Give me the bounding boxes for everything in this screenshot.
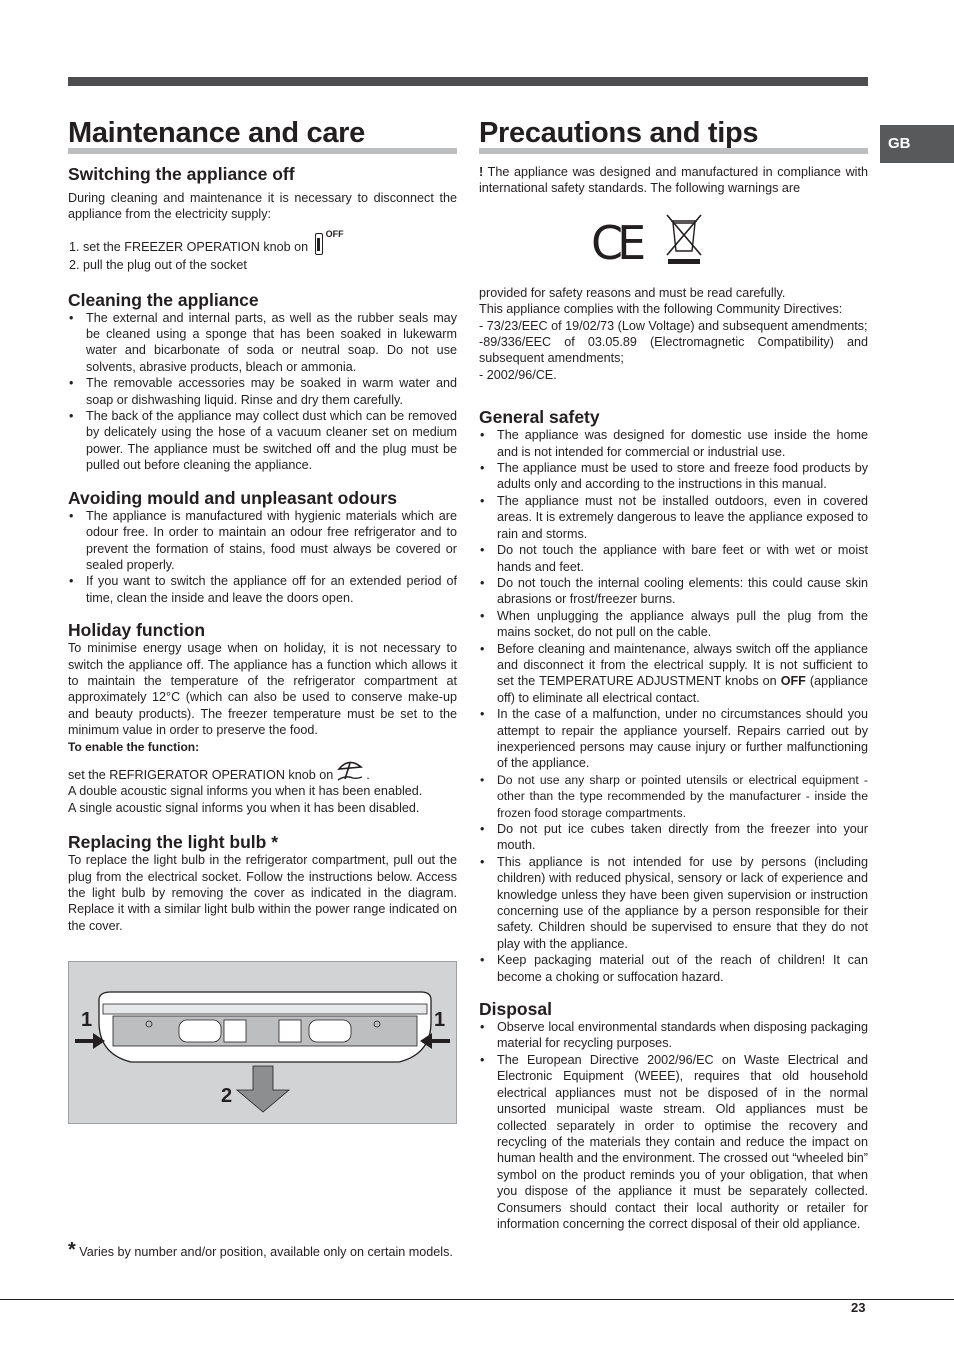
disposal-heading: Disposal <box>479 999 552 1020</box>
knob-icon <box>315 233 323 255</box>
list-item: • The external and internal parts, as well as the rubber seals may be cleaned using a sponge that has been soaked in lukewarm water and bicarbonate of soda or neutral soap. Do not use solvents, abrasive products, bleach or ammonia. <box>68 310 457 376</box>
list-item: • Before cleaning and maintenance, always switch off the appliance and disconnect it from the electrical supply. It is not sufficient to set the TEMPERATURE ADJUSTMENT knobs on OFF (appliance off) to eliminate all electrical contact. <box>479 641 868 707</box>
list-item: • Do not use any sharp or pointed utensils or electrical equipment - other than the type recommended by the manufacturer - inside the frozen food storage compartments. <box>479 772 868 821</box>
holiday-text: To minimise energy usage when on holiday, it is not necessary to switch the appliance off. The appliance has a function which allows it to maintain the temperature of the refrigerator compartment at approximately 12°C (which can also be used to conserve make-up and beauty products). The freezer temperature must be set to the minimum value in order to preserve the food. <box>68 641 457 738</box>
list-item: • Do not put ice cubes taken directly from the freezer into your mouth. <box>479 821 868 854</box>
list-item: • When unplugging the appliance always pull the plug from the mains socket, do not pull on the cable. <box>479 608 868 641</box>
mould-list <box>68 508 457 606</box>
light-cover-diagram <box>68 961 457 1124</box>
top-rule <box>68 77 868 86</box>
holiday-umbrella-icon <box>337 759 363 781</box>
switching-intro: During cleaning and maintenance it is necessary to disconnect the appliance from the electricity supply: <box>68 191 457 222</box>
light-cover-illustration <box>69 962 456 1123</box>
list-item: • The appliance was designed for domestic use inside the home and is not intended for commercial or industrial use. <box>479 427 868 460</box>
list-item: • Do not touch the appliance with bare feet or with wet or moist hands and feet. <box>479 542 868 575</box>
mould-heading: Avoiding mould and unpleasant odours <box>68 487 397 508</box>
holiday-heading: Holiday function <box>68 620 206 641</box>
diagram-label-1-right: 1 <box>434 1009 446 1031</box>
precautions-intro: ! The appliance was designed and manufactured in compliance with international safety standards. The following warnings are <box>479 165 868 196</box>
list-item: • The appliance must be used to store and freeze food products by adults only and according to the instructions in this manual. <box>479 460 868 493</box>
list-item: • This appliance is not intended for use by persons (including children) with reduced physical, sensory or lack of experience and knowledge unless they have been given supervision or instruction concerning use of the appliance by a person responsible for their safety. Children should be supervised to ensure that they do not play with the appliance. <box>479 854 868 952</box>
crossed-bin-icon <box>664 211 704 267</box>
language-tab: GB <box>880 125 954 163</box>
arrow-down-icon <box>237 1066 289 1112</box>
switching-steps <box>68 228 457 274</box>
footnote <box>68 1239 457 1261</box>
maintenance-title: Maintenance and care <box>68 116 457 154</box>
diagram-label-1-left: 1 <box>81 1009 93 1031</box>
warning-mark: ! <box>479 165 484 179</box>
directive-2: -89/336/EEC of 03.05.89 (Electromagnetic Compatibility) and subsequent amendments; <box>479 335 868 366</box>
precautions-intro-2: provided for safety reasons and must be read carefully. <box>479 285 786 300</box>
compliance-marks <box>479 197 868 283</box>
bulb-text: To replace the light bulb in the refrigerator compartment, pull out the plug from the electrical socket. Follow the instructions below. Access the light bulb by removing the cover as indicated in the diagram. Replace it with a similar light bulb within the power range indicated on the cover. <box>68 853 457 933</box>
list-item: • The European Directive 2002/96/EC on Waste Electrical and Electronic Equipment (WEEE), requires that old household electrical appliances must not be disposed of in the normal unsorted municipal waste stream. Old appliances must be collected separately in order to optimise the recovery and recycling of the materials they contain and reduce the impact on human health and the environment. The crossed out “wheeled bin” symbol on the product reminds you of your obligation, that when you dispose of the appliance it must be separately collected. Consumers should contact their local authority or retailer for information concerning the correct disposal of their old appliance. <box>479 1052 868 1232</box>
list-item: • Observe local environmental standards when disposing packaging material for recycling purposes. <box>479 1019 868 1052</box>
holiday-enable-text: set the REFRIGERATOR OPERATION knob on . <box>68 759 457 783</box>
list-item: • The appliance is manufactured with hygienic materials which are odour free. In order to maintain an odour free refrigerator and to prevent the formation of stains, food must always be covered or sealed properly. <box>68 508 457 574</box>
disposal-list <box>479 1019 868 1232</box>
left-column <box>68 116 457 934</box>
list-item: • If you want to switch the appliance off for an extended period of time, clean the inside and leave the doors open. <box>68 573 457 606</box>
holiday-signal-1: A double acoustic signal informs you when it has been enabled. <box>68 784 423 799</box>
switching-heading: Switching the appliance off <box>68 164 295 184</box>
safety-heading: General safety <box>479 407 600 428</box>
cleaning-list <box>68 310 457 474</box>
list-item: • Keep packaging material out of the reach of children! It can become a choking or suffocation hazard. <box>479 952 868 985</box>
right-column <box>479 116 868 1232</box>
precautions-title: Precautions and tips <box>479 116 868 154</box>
diagram-label-2: 2 <box>221 1085 233 1107</box>
list-item: • In the case of a malfunction, under no circumstances should you attempt to repair the appliance yourself. Repairs carried out by inexperienced persons may cause injury or further malfunctioning of the appliance. <box>479 706 868 772</box>
directive-3: - 2002/96/CE. <box>479 367 557 382</box>
list-item: • The back of the appliance may collect dust which can be removed by delicately using the hose of a vacuum cleaner set on medium power. The appliance must be switched off and the plug must be pulled out before cleaning the appliance. <box>68 408 457 474</box>
directive-1: - 73/23/EEC of 19/02/73 (Low Voltage) and subsequent amendments; <box>479 318 868 333</box>
bottom-rule <box>0 1299 954 1300</box>
holiday-enable-label: To enable the function: <box>68 739 200 754</box>
ce-mark-icon: CE <box>591 215 641 270</box>
page-number: 23 <box>851 1300 866 1315</box>
list-item: • The appliance must not be installed outdoors, even in covered areas. It is extremely dangerous to leave the appliance exposed to rain and storms. <box>479 493 868 542</box>
switching-step-2: 2. pull the plug out of the socket <box>69 258 247 273</box>
footnote-star: * <box>68 1239 76 1261</box>
cleaning-heading: Cleaning the appliance <box>68 289 259 310</box>
directives-intro: This appliance complies with the following Community Directives: <box>479 302 843 317</box>
off-label: OFF <box>325 228 344 239</box>
switching-step-1: 1. set the FREEZER OPERATION knob on $^{OFF}$ <box>69 228 344 254</box>
safety-list <box>479 427 868 985</box>
list-item: • The removable accessories may be soaked in warm water and soap or dishwashing liquid. Rinse and dry them carefully. <box>68 375 457 408</box>
footnote-text: Varies by number and/or position, available only on certain models. <box>79 1245 453 1259</box>
list-item: • Do not touch the internal cooling elements: this could cause skin abrasions or frost/freezer burns. <box>479 575 868 608</box>
holiday-signal-2: A single acoustic signal informs you when it has been disabled. <box>68 800 420 815</box>
bulb-heading: Replacing the light bulb * <box>68 832 278 853</box>
